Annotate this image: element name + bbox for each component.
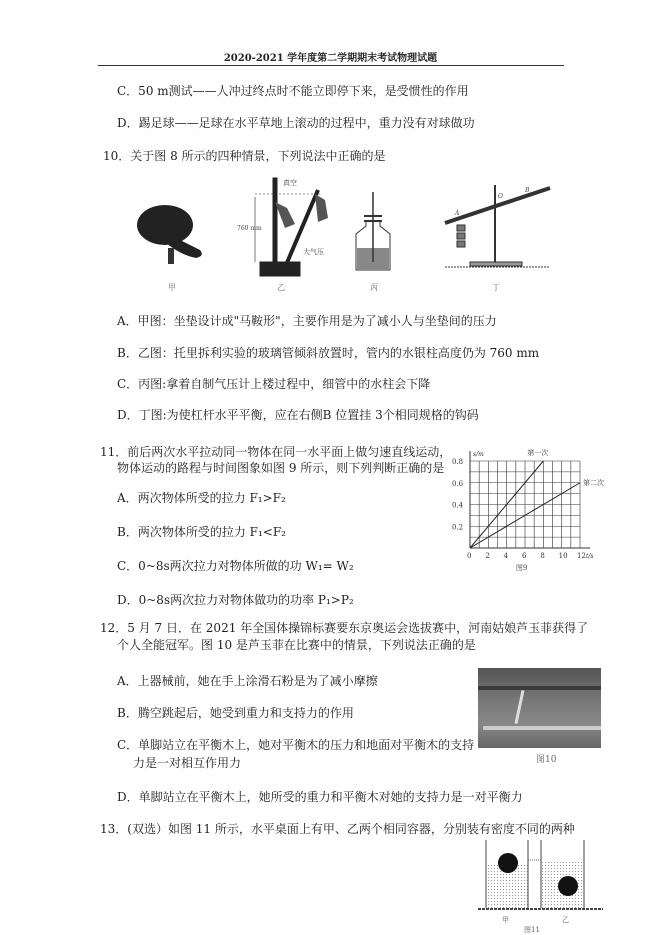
q12-option-a: A．上器械前，她在手上涂滑石粉是为了减小摩擦 xyxy=(117,674,378,688)
svg-text:760 mm: 760 mm xyxy=(237,225,262,232)
q11-option-b: B．两次物体所受的拉力 F₁<F₂ xyxy=(117,525,286,539)
fig-label-bing: 丙 xyxy=(370,283,378,292)
fig-label-yi: 乙 xyxy=(277,283,285,292)
q12-option-c-line2: 力是一对相互作用力 xyxy=(133,756,242,770)
q12-option-c-line1: C．单脚站立在平衡木上，她对平衡木的压力和地面对平衡木的支持 xyxy=(117,738,475,752)
figure-10-caption: 图10 xyxy=(536,755,557,765)
q11-option-c: C．0~8s两次拉力对物体所做的功 W₁= W₂ xyxy=(117,559,354,573)
legend-label-2: 第二次 xyxy=(583,478,604,487)
fig-label-ding: 丁 xyxy=(492,283,500,292)
q12-stem-line2: 个人全能冠军。图 10 是芦玉菲在比赛中的情景，下列说法正确的是 xyxy=(117,638,476,652)
saddle-image xyxy=(137,205,202,264)
q12-option-d: D．单脚站立在平衡木上，她所受的重力和平衡木对她的支持力是一对平衡力 xyxy=(117,790,523,804)
x-tick-label: 4 xyxy=(503,552,509,560)
q11-option-a: A．两次物体所受的拉力 F₁>F₂ xyxy=(117,491,286,505)
q12-stem-line1: 12．5 月 7 日．在 2021 年全国体操锦标赛要东京奥运会选拔赛中，河南姑娘芦玉菲获得了 xyxy=(100,621,589,635)
q11-stem-line1: 11．前后两次水平拉动同一物体在同一水平面上做匀速直线运动， xyxy=(100,445,452,459)
q10-option-b: B．乙图：托里拆利实验的玻璃管倾斜放置时，管内的水银柱高度仍为 760 mm xyxy=(117,346,540,360)
page-header: 2020-2021 学年度第二学期期末考试物理试题 xyxy=(223,53,438,64)
x-axis-label: t/s xyxy=(586,553,594,560)
q9-option-c: C．50 m测试——人冲过终点时不能立即停下来，是受惯性的作用 xyxy=(117,84,469,98)
y-tick-label: 0.2 xyxy=(452,523,464,532)
y-tick-label: 0.8 xyxy=(452,458,464,466)
svg-text:B: B xyxy=(525,187,530,194)
figure-8 xyxy=(100,170,560,295)
svg-text:真空: 真空 xyxy=(283,179,297,187)
q10-option-c: C．丙图:拿着自制气压计上楼过程中，细管中的水柱会下降 xyxy=(117,377,431,391)
svg-text:大气压: 大气压 xyxy=(303,248,324,256)
y-axis-label: s/m xyxy=(473,451,484,458)
x-tick-label: 10 xyxy=(558,552,568,560)
x-tick-label: 0 xyxy=(467,552,472,560)
x-tick-label: 6 xyxy=(522,552,527,560)
x-tick-label: 8 xyxy=(540,552,545,560)
ball-jia xyxy=(498,853,518,873)
q10-option-a: A．甲图：坐垫设计成"马鞍形"，主要作用是为了减小人与坐垫间的压力 xyxy=(117,314,497,328)
svg-text:甲: 甲 xyxy=(502,916,509,924)
q11-option-d: D．0~8s两次拉力对物体做功的功率 P₁>P₂ xyxy=(117,593,354,607)
q10-stem: 10．关于图 8 所示的四种情景，下列说法中正确的是 xyxy=(103,149,386,163)
figure-10-photo xyxy=(478,668,601,748)
y-tick-label: 0.6 xyxy=(452,479,464,488)
q11-stem-line2: 物体运动的路程与时间图象如图 9 所示，则下列判断正确的是 xyxy=(117,461,445,475)
q12-option-b: B．腾空跳起后，她受到重力和支持力的作用 xyxy=(117,706,354,720)
svg-text:A: A xyxy=(455,210,460,217)
figure-9-chart xyxy=(450,440,610,580)
ball-yi xyxy=(558,876,578,896)
figure-11 xyxy=(478,840,608,935)
chart-title: 图9 xyxy=(515,564,528,572)
barometer-bottle xyxy=(356,192,390,270)
torricelli-diagram xyxy=(255,178,328,276)
svg-text:O: O xyxy=(498,193,503,200)
svg-text:图11: 图11 xyxy=(524,926,540,934)
y-tick-label: 0.4 xyxy=(452,501,464,510)
q9-option-d: D．踢足球——足球在水平草地上滚动的过程中，重力没有对球做功 xyxy=(117,116,475,130)
legend-label-1: 第一次 xyxy=(527,449,549,457)
x-tick-label: 12 xyxy=(577,552,586,560)
fig-label-jia: 甲 xyxy=(168,283,176,292)
svg-text:乙: 乙 xyxy=(562,916,569,924)
q10-option-d: D．丁图:为使杠杆水平平衡，应在右侧B 位置挂 3个相同规格的钩码 xyxy=(117,408,479,422)
header-rule xyxy=(98,65,564,66)
q13-stem: 13．(双选）如图 11 所示，水平桌面上有甲、乙两个相同容器，分别装有密度不同的两种 xyxy=(100,822,575,836)
x-tick-label: 2 xyxy=(485,552,490,560)
